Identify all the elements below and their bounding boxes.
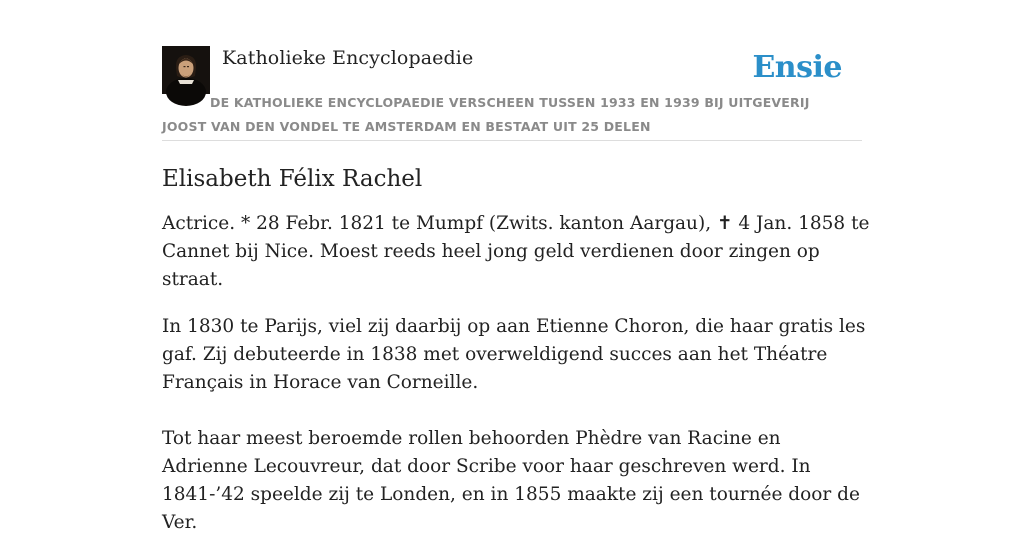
site-description: DE KATHOLIEKE ENCYCLOPAEDIE VERSCHEEN TUSSEN 1933 EN 1939 BIJ UITGEVERIJ JOOST VAN DEN VONDEL TE AMSTERDAM EN BESTAAT UIT 25 DELEN [162, 95, 810, 134]
site-header [162, 46, 862, 141]
site-title[interactable]: Katholieke Encyclopaedie [222, 47, 474, 69]
article-content [162, 160, 872, 556]
article-title: Elisabeth Félix Rachel [162, 166, 423, 192]
portrait-image [162, 46, 210, 94]
ensie-logo[interactable]: Ensie [752, 50, 842, 85]
article-paragraph: In 1830 te Parijs, viel zij daarbij op aan Etienne Choron, die haar gratis les gaf. Zij debuteerde in 1838 met overweldigend succes aan het Théatre Français in Horace van Corneille. [162, 316, 866, 393]
article-paragraph: Tot haar meest beroemde rollen behoorden Phèdre van Racine en Adrienne Lecouvreur, dat door Scribe voor haar geschreven werd. In 1841-’42 speelde zij te Londen, en in 1855 maakte zij een tournée door de Ver. [162, 428, 860, 533]
article-paragraph: Actrice. * 28 Febr. 1821 te Mumpf (Zwits. kanton Aargau), ✝ 4 Jan. 1858 te Cannet bij Nice. Moest reeds heel jong geld verdienen door zingen op straat. [162, 213, 870, 290]
portrait-avatar-icon[interactable] [162, 46, 210, 94]
